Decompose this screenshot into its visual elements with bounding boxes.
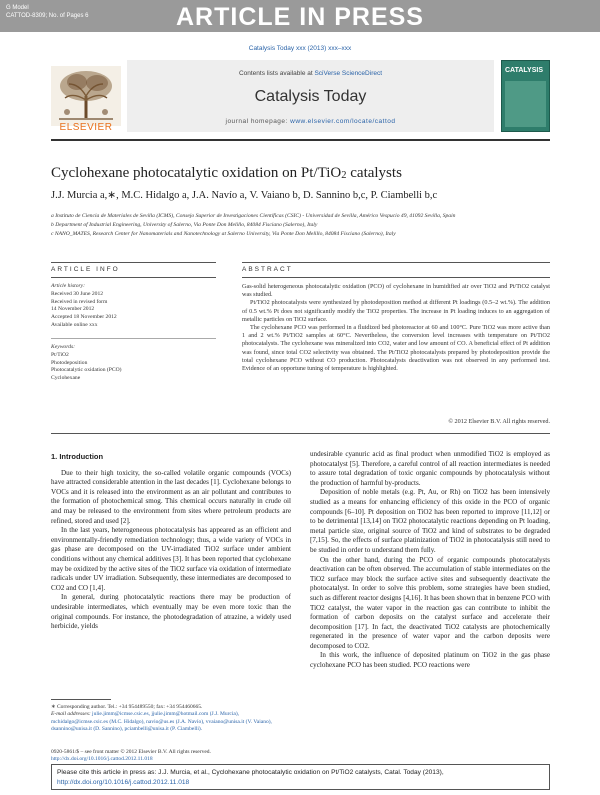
- abstract-paragraph: Pt/TiO2 photocatalysts were synthesized by photodeposition method at different Pt loadings (0.5–2 wt.%). The addition of 0.5 wt.% Pt does not significantly modify the TiO2 properties. The increase in Pt loading induces to an aggregation of metallic particles on TiO2 surface.: [242, 299, 550, 323]
- citation-box: [51, 764, 550, 790]
- affiliations: [51, 212, 551, 239]
- affiliation-c: c NANO_MATES, Research Center for Nanomaterials and Nanotechnology at Salerno University, Via Ponte Don Melillo, 84084 Fisciano (Salerno), Italy: [51, 231, 396, 237]
- footnote-rule: [51, 699, 111, 700]
- emails-label: E-mail addresses:: [51, 711, 93, 718]
- journal-homepage: [127, 118, 494, 125]
- keyword-item: Pt/TiO2: [51, 351, 69, 358]
- body-paragraph: On the other hand, during the PCO of organic compounds photocatalysts deactivation can be often observed. The accumulation of stable intermediates on the TiO2 surface may block the surface active sites and subsequently deactivate the photocatalyst. In order to solve this problem, some strategies have been studied, such as different reactor designs [4,16]. It has been shown that in benzene PCO with TiO2 catalyst, the water vapor in the reaction gas can contribute to inhibit the formation of carbon deposits on the catalyst surface and accelerate their decomposition [17]. In fact, the deactivated TiO2 catalysts are photochemically regenerated in the presence of water vapor and the carbon deposits were decomposed to CO2.: [310, 555, 550, 650]
- doi-link[interactable]: http://dx.doi.org/10.1016/j.cattod.2012.11.018: [51, 756, 153, 763]
- contents-panel: [127, 60, 494, 132]
- body-paragraph: Due to their high toxicity, the so-called volatile organic compounds (VOCs) have attracted considerable attention in the last decades [1]. Cyclohexane belongs to VOCs and it is released into the environment as an air pollutant and contributes to the formation of photochemical smog. This chemical occurs naturally in crude oil and may be released to the environment from sites where petroleum products are refined, stored and used [2].: [51, 468, 291, 525]
- article-info-heading: ARTICLE INFO: [51, 266, 120, 273]
- article-info-rule-bottom: [51, 277, 216, 278]
- issn-block: [51, 749, 291, 764]
- cover-image-area: [505, 81, 546, 127]
- corresponding-author-note: ∗ Corresponding author. Tel.: +34 954489550; fax: +34 954460665.: [51, 704, 203, 710]
- history-online: Available online xxx: [51, 321, 98, 328]
- abstract-rule-bottom: [242, 277, 550, 278]
- issn-line: 0920-5861/$ – see front matter © 2012 Elsevier B.V. All rights reserved.: [51, 749, 211, 755]
- banner-meta-line2: CATTOD-8309; No. of Pages 6: [6, 13, 89, 19]
- journal-header: [51, 60, 550, 138]
- body-paragraph: In the last years, heterogeneous photocatalysis has appeared as an efficient and environmentally-friendly remediation technology; thus, a wide variety of VOCs in gas phase are decomposed on the UV-irradiated TiO2 surface under ambient conditions without any chemical additives [3]. It has been reported that cyclohexane may be oxidized by the active sites of the TiO2 surface via oxidation of intermediate radicals under UV irradiation. Subsequently, these intermediates are decomposed to CO2 and CO [1,4].: [51, 526, 291, 592]
- body-paragraph: undesirable cyanuric acid as final product when unmodified TiO2 is employed as photocatalyst [5]. Therefore, a careful control of all reaction intermediates is needed to assure total degradation of toxic organic compounds by photocatalysis without the production of harmful by-products.: [310, 450, 550, 487]
- keyword-item: Photodeposition: [51, 359, 88, 366]
- abstract-body: [242, 283, 550, 373]
- footnotes: [51, 704, 291, 734]
- homepage-prefix: journal homepage:: [225, 118, 291, 125]
- abstract-paragraph: Gas-solid heterogeneous photocatalytic oxidation (PCO) of cyclohexane in humidified air over TiO2 and Pt/TiO2 catalyst was studied.: [242, 283, 550, 299]
- affiliation-b: b Department of Industrial Engineering, University of Salerno, Via Ponte Don Melillo, 84084 Fisciano (Salerno), Italy: [51, 222, 318, 228]
- keyword-item: Cyclohexane: [51, 375, 81, 382]
- title-subscript: 2: [341, 170, 347, 181]
- copyright-notice: © 2012 Elsevier B.V. All rights reserved.: [448, 418, 550, 425]
- keywords-divider: [51, 338, 216, 339]
- email-addresses: [51, 711, 291, 733]
- contents-availability: [127, 70, 494, 77]
- journal-name: Catalysis Today: [254, 88, 367, 105]
- affiliation-a: a Instituto de Ciencia de Materiales de Sevilla (ICMS), Consejo Superior de Investigaciones Científicas (CSIC) - Universidad de Sevilla, Américo Vespucio 49, 41092 Sevilla, Spain: [51, 213, 456, 219]
- header-divider: [51, 139, 550, 141]
- abstract-heading: ABSTRACT: [242, 266, 293, 273]
- cover-title: CATALYSIS: [505, 67, 543, 74]
- abstract-rule-top: [242, 262, 550, 263]
- citation-doi-link[interactable]: http://dx.doi.org/10.1016/j.cattod.2012.11.018: [57, 778, 190, 786]
- sciencedirect-link[interactable]: SciVerse ScienceDirect: [314, 70, 383, 77]
- body-paragraph: In this work, the influence of deposited platinum on TiO2 in the gas phase cyclohexane PCO has been studied. PCO reactions were: [310, 651, 550, 670]
- journal-cover-thumbnail-icon: [501, 60, 550, 132]
- body-paragraph: In general, during photocatalytic reactions there may be production of undesirable intermediates, which eventually may be even more toxic than the original compounds. For instance, the photodegradation of atrazine, a widely used herbicide, yields: [51, 593, 291, 631]
- article-title: [51, 165, 551, 182]
- banner-title: ARTICLE IN PRESS: [176, 3, 424, 31]
- body-paragraph: Deposition of noble metals (e.g. Pt, Au, or Rh) on TiO2 has been intensively studied as a means for enhancing efficiency of this oxide in the PCO of organic compounds [6–10]. Pt deposition on TiO2 has been reported to improve [11,12] or to be detrimental [13,14] on TiO2 photocatalytic reactions depending on Pt loading, metal particle size, original source of TiO2 and kind of substrates to be degraded [7,15]. So, the effects of surface platinization of TiO2 in photocatalysis still need to be studied in order to understand them fully.: [310, 488, 550, 554]
- history-revised-label: Received in revised form: [51, 298, 108, 305]
- history-accepted: Accepted 18 November 2012: [51, 314, 117, 321]
- article-history: [51, 283, 216, 330]
- elsevier-wordmark: ELSEVIER: [59, 122, 113, 133]
- title-part-a: Cyclohexane photocatalytic oxidation on Pt/TiO: [51, 165, 342, 181]
- history-received: Received 30 June 2012: [51, 290, 104, 297]
- homepage-link[interactable]: www.elsevier.com/locate/cattod: [290, 118, 396, 125]
- keywords-block: [51, 344, 216, 383]
- title-part-b: catalysts: [346, 165, 402, 181]
- article-info-rule-top: [51, 262, 216, 263]
- keywords-label: Keywords:: [51, 344, 76, 350]
- introduction-heading: 1. Introduction: [51, 452, 104, 461]
- citation-text: Please cite this article in press as: J.J. Murcia, et al., Cyclohexane photocatalytic oxidation on Pt/TiO2 catalysts, Catal. Today (2013),: [57, 769, 444, 776]
- keyword-item: Photocatalytic oxidation (PCO): [51, 367, 122, 374]
- contents-prefix: Contents lists available at: [238, 70, 315, 77]
- history-revised: 14 November 2012: [51, 306, 95, 313]
- body-column-right: [310, 450, 550, 671]
- history-label: Article history:: [51, 283, 86, 289]
- email-links[interactable]: julie.jimm@icmse.csic.es, jjulie.jimm@hotmail.com (J.J. Murcia), mchidalgo@icmse.csic.es (M.C. Hidalgo), navio@us.es (J.A. Navío), vvaiano@unisa.it (V. Vaiano), dsannino@unisa.it (D. Sannino), pciambelli@unisa.it (P. Ciambelli).: [51, 711, 272, 733]
- journal-reference[interactable]: Catalysis Today xxx (2013) xxx–xxx: [248, 45, 352, 52]
- body-column-left: [51, 452, 291, 632]
- banner-meta-line1: G Model: [6, 5, 29, 11]
- abstract-end-rule: [51, 433, 550, 434]
- article-in-press-banner: [0, 0, 600, 32]
- author-list: J.J. Murcia a,∗, M.C. Hidalgo a, J.A. Navío a, V. Vaiano b, D. Sannino b,c, P. Ciambelli b,c: [51, 190, 438, 201]
- abstract-paragraph: The cyclohexane PCO was performed in a fluidized bed photoreactor at 60 and 100°C. Pure TiO2 was more active than 1 and 2 wt.% Pt/TiO2 samples at 60°C. Nevertheless, the conversion level increases with temperature on Pt/TiO2 photocatalysts. The cyclohexane was mineralized into CO2, water and low amount of CO. A beneficial effect of Pt addition was found, since total CO2 selectivity was obtained. The Pt/TiO2 photocatalysts prepared by photodeposition provide the total cyclohexane PCO without CO production. Photocatalysts deactivation was not observed in any performed test. Evidence of an opportune tuning of temperature is highlighted.: [242, 324, 550, 373]
